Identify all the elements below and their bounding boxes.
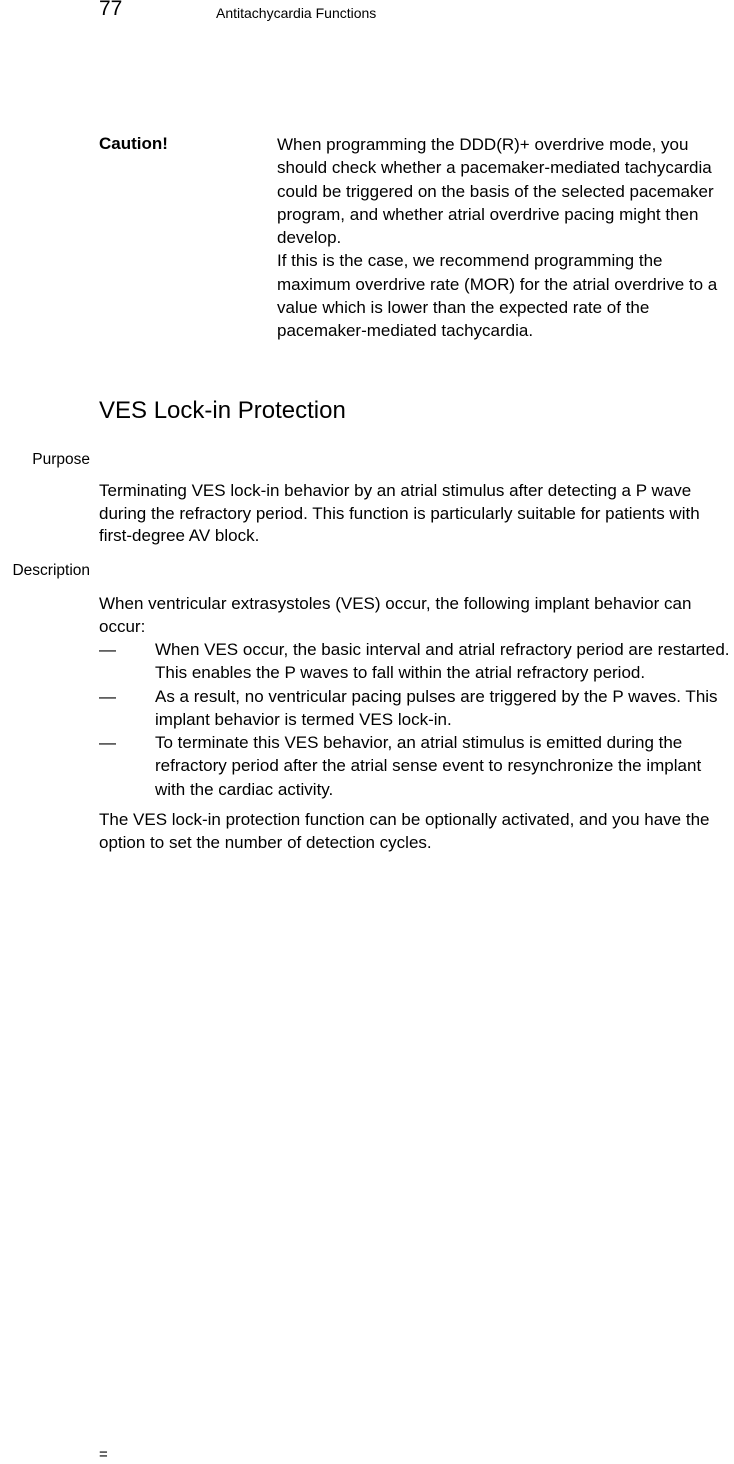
- purpose-paragraph: Terminating VES lock-in behavior by an atrial stimulus after detecting a P wave during the refractory period. This function is particularly suitable for patients with first-degree AV block.: [99, 481, 700, 545]
- list-item: [99, 638, 733, 685]
- caution-label: Caution!: [99, 134, 168, 153]
- caution-paragraph: If this is the case, we recommend programming the maximum overdrive rate (MOR) for the atrial overdrive to a value which is lower than the expected rate of the pacemaker-mediated tachycardia.: [277, 251, 718, 341]
- purpose-label: Purpose: [32, 451, 90, 468]
- description-intro: When ventricular extrasystoles (VES) occur, the following implant behavior can occur:: [99, 594, 692, 636]
- description-closing: The VES lock-in protection function can be optionally activated, and you have the option to set the number of detection cycles.: [99, 810, 710, 852]
- description-list: [99, 638, 733, 801]
- list-item-text: When VES occur, the basic interval and atrial refractory period are restarted. This enables the P waves to fall within the atrial refractory period.: [155, 640, 730, 683]
- dash-bullet: —: [99, 686, 116, 706]
- section-heading: VES Lock-in Protection: [99, 397, 346, 424]
- list-item: [99, 685, 733, 732]
- caution-text: [277, 133, 729, 343]
- dash-bullet: —: [99, 640, 116, 659]
- list-item: [99, 731, 733, 801]
- caution-paragraph: When programming the DDD(R)+ overdrive mode, you should check whether a pacemaker-mediated tachycardia could be triggered on the basis of the selected pacemaker program, and whether atrial overdrive pacing might then develop.: [277, 135, 714, 248]
- dash-bullet: —: [99, 733, 116, 753]
- running-header: Antitachycardia Functions: [216, 5, 377, 21]
- page-number: 77: [99, 0, 123, 20]
- list-item-text: As a result, no ventricular pacing pulses are triggered by the P waves. This implant behavior is termed VES lock-in.: [155, 686, 718, 729]
- list-item-text: To terminate this VES behavior, an atrial stimulus is emitted during the refractory period after the atrial sense event to resynchronize the implant with the cardiac activity.: [155, 733, 702, 799]
- description-block: [99, 593, 733, 854]
- description-label: Description: [12, 562, 90, 579]
- purpose-text: [99, 480, 733, 548]
- footer-mark: =: [99, 1446, 108, 1463]
